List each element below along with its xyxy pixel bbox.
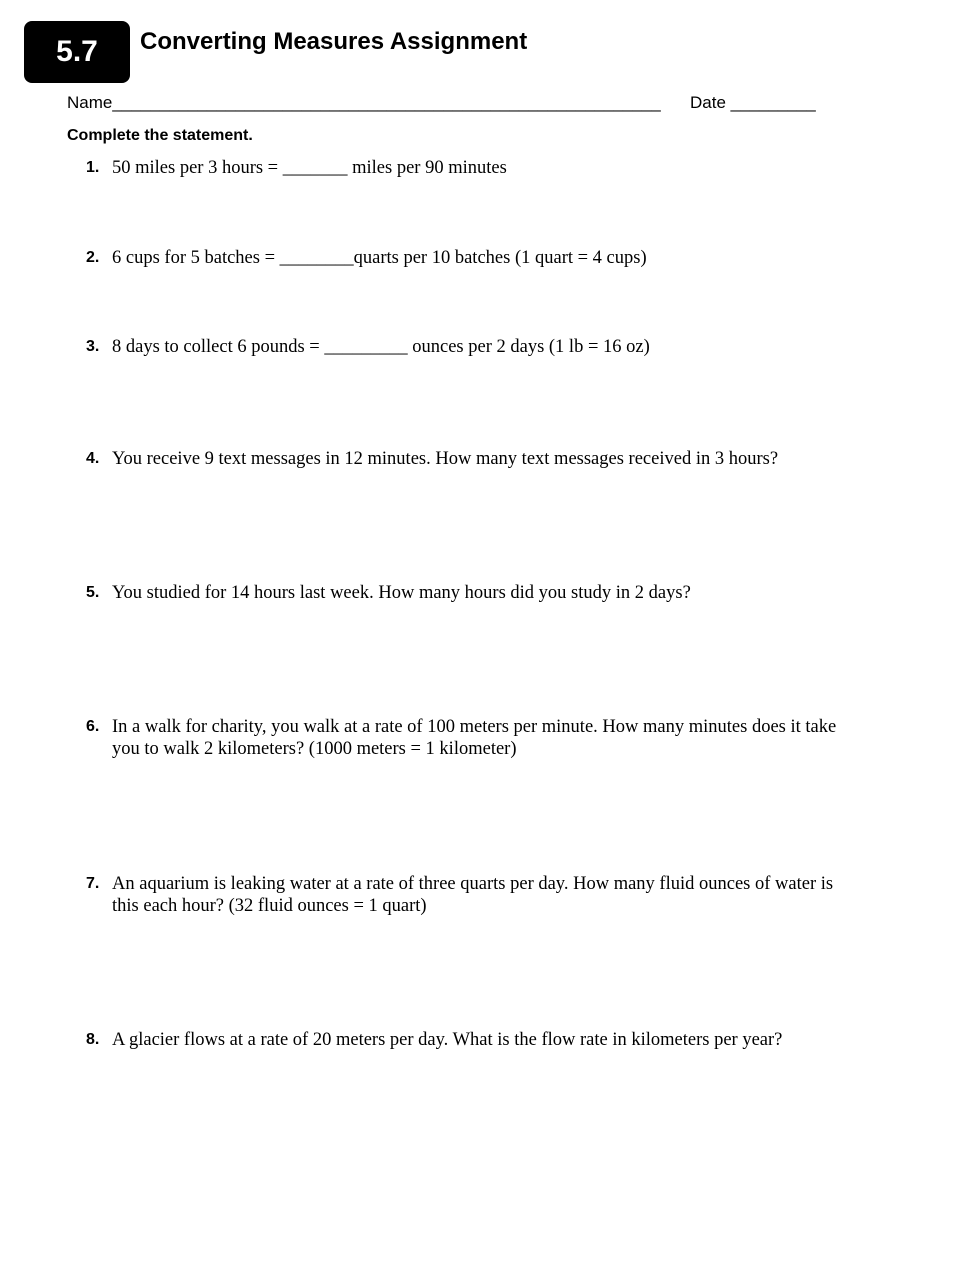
section-badge (24, 21, 130, 83)
section-number: 5.7 (56, 35, 98, 68)
problem-text: 50 miles per 3 hours = _______ miles per 90 minutes (112, 158, 507, 178)
problem-number: 7. (86, 875, 100, 892)
name-date-line (67, 93, 827, 113)
problem-number: 3. (86, 338, 100, 355)
date-blank[interactable]: _________ (730, 93, 816, 112)
problem-number: 1. (86, 159, 100, 176)
date-field (690, 93, 816, 113)
problem-number: 2. (86, 249, 100, 266)
date-label: Date (690, 93, 726, 112)
name-blank[interactable]: __________________________________________________________ (112, 93, 661, 112)
name-label: Name (67, 93, 113, 112)
problem-number: 4. (86, 450, 100, 467)
problem-text: You receive 9 text messages in 12 minutes. How many text messages received in 3 hours? (112, 449, 779, 469)
problem-text: You studied for 14 hours last week. How many hours did you study in 2 days? (112, 583, 691, 603)
problem-number: 6. (86, 718, 100, 735)
problem-number: 8. (86, 1031, 100, 1048)
instructions: Complete the statement. (67, 127, 253, 144)
problem-number: 5. (86, 584, 100, 601)
problem-text: An aquarium is leaking water at a rate of three quarts per day. How many fluid ounces of water is this each hour? (32 fluid ounces = 1 quart) (112, 874, 834, 916)
problem-text: 6 cups for 5 batches = ________quarts per 10 batches (1 quart = 4 cups) (112, 248, 647, 268)
problem-text: In a walk for charity, you walk at a rate of 100 meters per minute. How many minutes does it take you to walk 2 kilometers? (1000 meters = 1 kilometer) (112, 717, 837, 759)
problem-text: A glacier flows at a rate of 20 meters per day. What is the flow rate in kilometers per year? (112, 1030, 783, 1050)
page-title: Converting Measures Assignment (140, 28, 528, 55)
problem-text: 8 days to collect 6 pounds = _________ ounces per 2 days (1 lb = 16 oz) (112, 337, 650, 357)
